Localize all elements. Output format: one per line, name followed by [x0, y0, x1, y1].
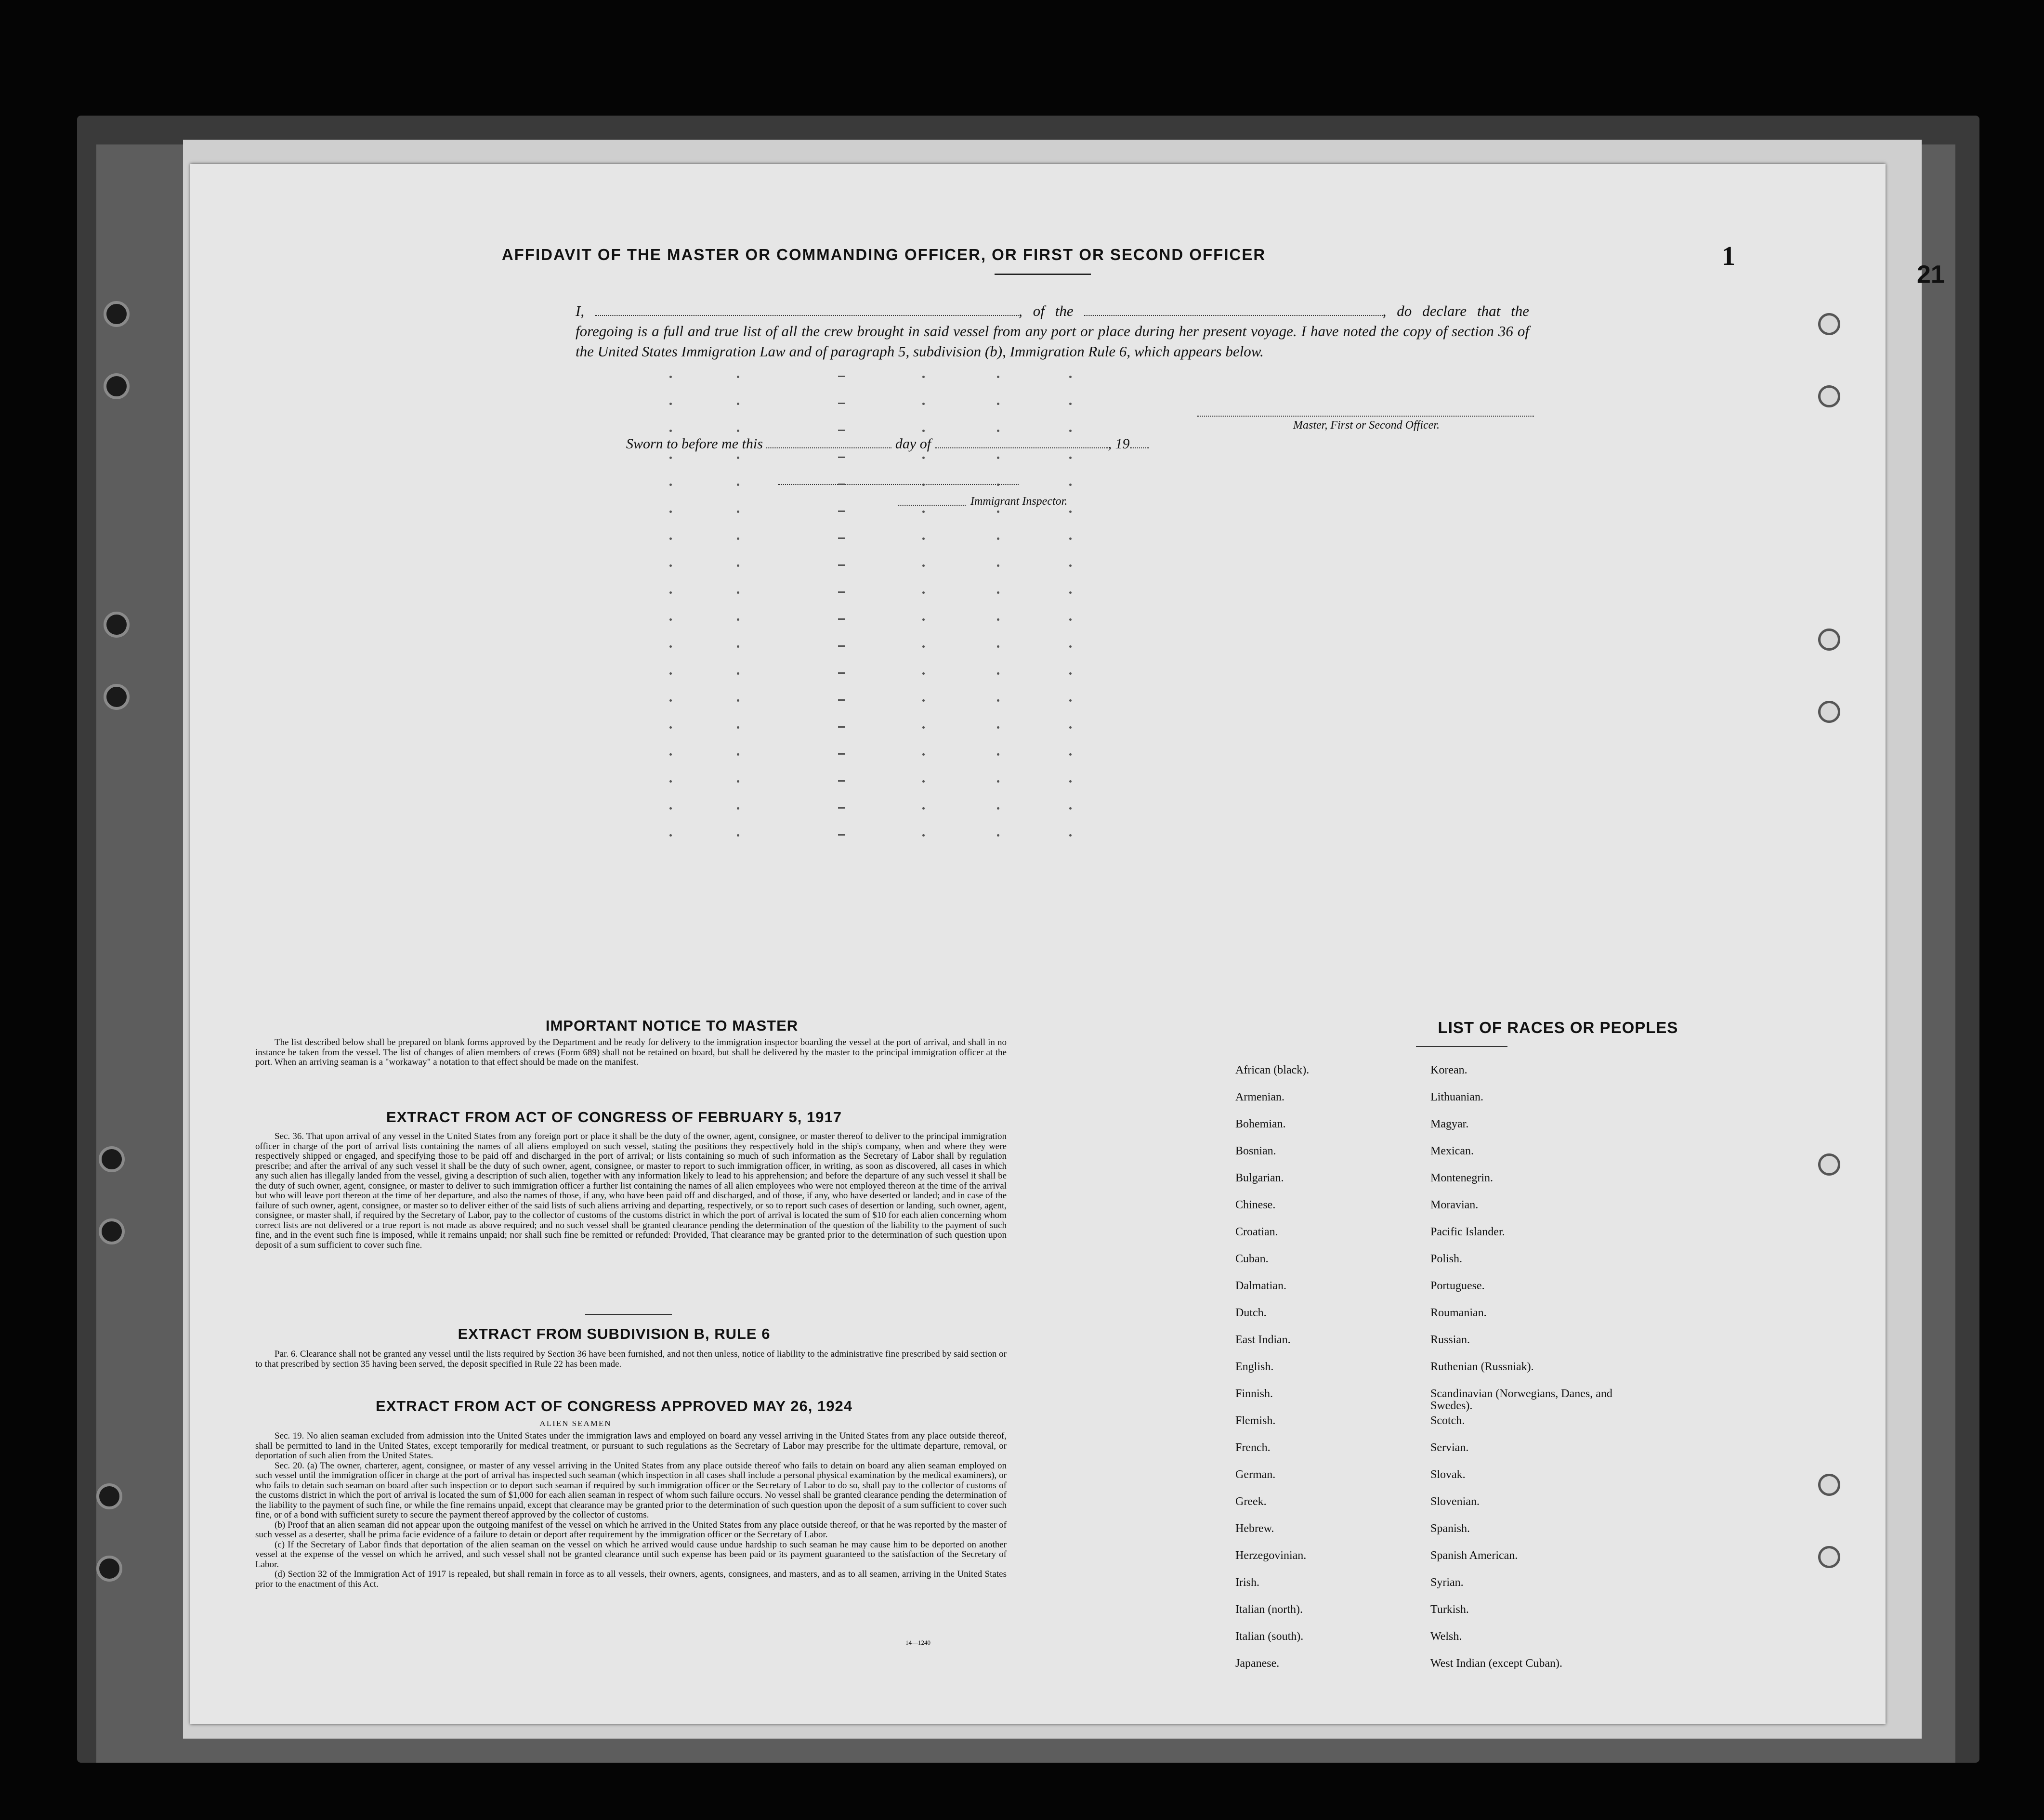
column-guide-mark — [1069, 699, 1072, 702]
column-guide-mark — [737, 537, 739, 540]
race-item: Mexican. — [1430, 1145, 1474, 1157]
race-item: Russian. — [1430, 1334, 1470, 1346]
race-item: Turkish. — [1430, 1603, 1469, 1616]
column-guide-mark — [838, 591, 845, 593]
column-guide-mark — [838, 564, 845, 566]
column-guide-mark — [997, 780, 999, 783]
column-guide-mark — [838, 457, 845, 458]
race-item: Ruthenian (Russniak). — [1430, 1361, 1534, 1373]
race-item: Hebrew. — [1235, 1522, 1274, 1535]
binder-ring — [1818, 1474, 1840, 1496]
inspector-short-line — [898, 505, 966, 506]
master-signature-line — [1197, 416, 1534, 417]
column-guide-mark — [922, 564, 925, 567]
column-guide-mark — [997, 807, 999, 810]
race-item: Scandinavian (Norwegians, Danes, and Swedes). — [1430, 1388, 1612, 1412]
column-guide-mark — [1069, 564, 1072, 567]
binder-ring — [1818, 701, 1840, 723]
column-guide-mark — [997, 376, 999, 378]
notice-title: IMPORTANT NOTICE TO MASTER — [545, 1017, 799, 1034]
race-item: Welsh. — [1430, 1630, 1462, 1643]
column-guide-mark — [997, 537, 999, 540]
column-guide-mark — [669, 726, 672, 729]
column-guide-mark — [922, 430, 925, 432]
column-guide-mark — [997, 484, 999, 486]
binder-hole — [104, 373, 130, 399]
race-item: Slovak. — [1430, 1468, 1466, 1481]
column-guide-mark — [838, 726, 845, 728]
column-guide-mark — [838, 672, 845, 674]
race-item: Pacific Islander. — [1430, 1226, 1505, 1238]
race-item: Scotch. — [1430, 1414, 1465, 1427]
column-guide-mark — [1069, 807, 1072, 810]
column-guide-mark — [922, 537, 925, 540]
race-item: Slovenian. — [1430, 1495, 1480, 1508]
of-the-label: , of the — [1019, 302, 1074, 319]
column-guide-mark — [1069, 591, 1072, 594]
column-guide-mark — [922, 511, 925, 513]
column-guide-mark — [669, 591, 672, 594]
race-item: Chinese. — [1235, 1199, 1276, 1211]
race-item: Flemish. — [1235, 1414, 1276, 1427]
binder-hole — [96, 1483, 122, 1509]
day-of-label: day of — [895, 436, 931, 452]
inspector-signature-line — [778, 484, 1019, 485]
extract-1924-body — [255, 1431, 1007, 1589]
column-guide-mark — [997, 618, 999, 621]
column-guide-mark — [922, 834, 925, 837]
column-guide-mark — [1069, 753, 1072, 756]
column-guide-mark — [997, 430, 999, 432]
column-guide-mark — [737, 726, 739, 729]
column-guide-mark — [669, 511, 672, 513]
column-guide-mark — [737, 591, 739, 594]
extract-rule6-body — [255, 1349, 1007, 1369]
column-guide-mark — [737, 376, 739, 378]
race-item: Croatian. — [1235, 1226, 1278, 1238]
column-guide-mark — [1069, 430, 1072, 432]
column-guide-mark — [922, 403, 925, 405]
notice-body — [255, 1038, 1007, 1068]
year-prefix: , 19 — [1108, 436, 1130, 452]
column-guide-mark — [997, 564, 999, 567]
column-guide-mark — [669, 618, 672, 621]
sworn-day-line — [766, 447, 891, 448]
extract-1917-body — [255, 1132, 1007, 1250]
race-item: Polish. — [1430, 1253, 1463, 1265]
column-guide-mark — [922, 591, 925, 594]
binder-hole — [99, 1146, 125, 1172]
column-guide-mark — [922, 807, 925, 810]
column-guide-mark — [922, 699, 925, 702]
column-guide-mark — [1069, 511, 1072, 513]
race-item: Lithuanian. — [1430, 1091, 1483, 1103]
tab-number: 21 — [1917, 261, 1945, 288]
column-guide-mark — [669, 484, 672, 486]
column-guide-mark — [838, 511, 845, 512]
column-guide-mark — [1069, 403, 1072, 405]
sworn-line — [626, 436, 1149, 452]
column-guide-mark — [1069, 537, 1072, 540]
column-guide-mark — [737, 403, 739, 405]
binder-ring — [1818, 313, 1840, 335]
affidavit-body: that the foregoing is a full and true list of all the crew brought in said vessel from any port or place during her present voyage. I have noted the copy of section 36 of the United States Immigration Law and of paragraph 5, subdivision (b), Immigration Rule 6, which appears below. — [576, 302, 1529, 360]
column-guide-mark — [838, 807, 845, 809]
column-guide-mark — [669, 780, 672, 783]
column-guide-mark — [997, 834, 999, 837]
affidavit-declaration — [576, 301, 1529, 362]
race-item: Finnish. — [1235, 1388, 1273, 1400]
column-guide-mark — [997, 645, 999, 648]
column-guide-mark — [1069, 376, 1072, 378]
race-item: West Indian (except Cuban). — [1430, 1657, 1562, 1670]
race-item: Magyar. — [1430, 1118, 1469, 1130]
race-item: Roumanian. — [1430, 1307, 1487, 1319]
column-guide-mark — [922, 457, 925, 459]
binder-ring — [1818, 385, 1840, 407]
binder-ring — [1818, 1153, 1840, 1176]
binder-ring — [1818, 1546, 1840, 1568]
sec-19-paragraph: Sec. 19. No alien seaman excluded from admission into the United States under the immigration laws and employed on board any vessel arriving in the United States from any place outside thereof, shall be permitted to land in the United States, except temporarily for medical treatment, or pursuant to such regulations as the Secretary of Labor may prescribe for the ultimate departure, removal, or deportation of such alien from the United States. — [255, 1431, 1007, 1461]
race-item: English. — [1235, 1361, 1274, 1373]
column-guide-mark — [669, 834, 672, 837]
race-item: Bohemian. — [1235, 1118, 1286, 1130]
column-guide-mark — [737, 834, 739, 837]
race-item: Armenian. — [1235, 1091, 1284, 1103]
column-guide-mark — [669, 403, 672, 405]
column-guide-mark — [997, 591, 999, 594]
column-guide-mark — [669, 645, 672, 648]
binder-hole — [104, 301, 130, 327]
race-item: Spanish. — [1430, 1522, 1470, 1535]
sec-20b-paragraph: (b) Proof that an alien seaman did not appear upon the outgoing manifest of the vessel on which he arrived in the United States from any place outside thereof, or that he was reported by the master of such vessel as a deserter, shall be prima facie evidence of a failure to detain or deport after requirement by the immigration officer or the Secretary of Labor. — [255, 1519, 1007, 1540]
column-guide-mark — [922, 726, 925, 729]
race-item: Greek. — [1235, 1495, 1267, 1508]
sworn-prefix: Sworn to before me this — [626, 436, 763, 452]
extract-1917-title: EXTRACT FROM ACT OF CONGRESS OF FEBRUARY 5, 1917 — [386, 1109, 842, 1126]
binder-hole — [96, 1556, 122, 1582]
sworn-month-line — [935, 447, 1108, 448]
column-guide-mark — [838, 484, 845, 485]
extract-rule6-title: EXTRACT FROM SUBDIVISION B, RULE 6 — [458, 1325, 771, 1342]
column-guide-mark — [737, 457, 739, 459]
column-guide-mark — [737, 699, 739, 702]
column-guide-mark — [737, 672, 739, 675]
column-guide-mark — [669, 564, 672, 567]
alien-seamen-subtitle: ALIEN SEAMEN — [539, 1419, 612, 1428]
column-guide-mark — [838, 834, 845, 836]
i-label: I, — [576, 302, 585, 319]
affidavit-page — [190, 164, 1886, 1724]
column-guide-mark — [737, 780, 739, 783]
column-guide-mark — [922, 376, 925, 378]
column-guide-mark — [737, 430, 739, 432]
column-guide-mark — [737, 645, 739, 648]
column-guide-mark — [997, 457, 999, 459]
column-guide-mark — [1069, 484, 1072, 486]
master-name-line — [595, 315, 1019, 316]
race-item: Irish. — [1235, 1576, 1259, 1589]
race-item: Dalmatian. — [1235, 1280, 1286, 1292]
affidavit-title: AFFIDAVIT OF THE MASTER OR COMMANDING OFFICER, OR FIRST OR SECOND OFFICER — [501, 246, 1266, 263]
column-guide-mark — [997, 726, 999, 729]
section-36-paragraph: Sec. 36. That upon arrival of any vessel in the United States from any foreign port or place it shall be the duty of the owner, agent, consignee, or master thereof to deliver to the principal immigration officer in charge of the port of arrival lists containing the names of all aliens employed on such vessel, stating the positions they respectively hold in the ship's company, when and where they were respectively shipped or engaged, and specifying those to be paid off and discharged in the port of arrival; or lists containing so much of such information as the Secretary of Labor shall by regulation prescribe; and after the arrival of any such vessel it shall be the duty of such owner, agent, consignee, or master to report to such immigration officer, in writing, as soon as discovered, all cases in which any such alien has illegally landed from the vessel, giving a description of such alien, together with any information likely to lead to his apprehension; and before the departure of any such vessel it shall be the duty of such owner, agent, consignee, or master to deliver to such immigration officer a further list containing the names of all alien employees who were not employed thereon at the time of the arrival but who will leave port thereon at the time of her departure, and also the names of those, if any, who have been paid off and discharged, and of those, if any, who have deserted or landed; and in case of the failure of such owner, agent, consignee, or master so to deliver either of the said lists of such aliens arriving and departing, respectively, or so to report such cases of desertion or landing, such owner, agent, consignee, or master shall, if required by the Secretary of Labor, pay to the collector of customs of the customs district in which the port of arrival is located the sum of $10 for each alien concerning whom correct lists are not delivered or a true report is not made as above required; and no such vessel shall be granted clearance pending the determination of the question of the liability to the payment of such fine, and in the event such fine is imposed, while it remains unpaid; nor shall such fine be remitted or refunded: Provided, That clearance may be granted prior to the determination of such question upon deposit of a sum sufficient to cover such fine. — [255, 1131, 1007, 1250]
column-guide-mark — [997, 699, 999, 702]
column-guide-mark — [669, 457, 672, 459]
column-guide-mark — [838, 645, 845, 647]
race-item: Japanese. — [1235, 1657, 1280, 1670]
race-item: Cuban. — [1235, 1253, 1269, 1265]
race-item: Syrian. — [1430, 1576, 1464, 1589]
column-guide-mark — [838, 780, 845, 782]
column-guide-mark — [1069, 780, 1072, 783]
column-guide-mark — [669, 699, 672, 702]
column-guide-mark — [838, 618, 845, 620]
page-number: 1 — [1722, 241, 1735, 271]
column-guide-mark — [669, 537, 672, 540]
column-guide-mark — [922, 672, 925, 675]
vessel-name-line — [1084, 315, 1383, 316]
column-guide-mark — [1069, 618, 1072, 621]
column-guide-mark — [669, 672, 672, 675]
column-guide-mark — [737, 564, 739, 567]
column-guide-mark — [922, 780, 925, 783]
column-guide-mark — [922, 645, 925, 648]
race-item: Montenegrin. — [1430, 1172, 1493, 1184]
race-item: African (black). — [1235, 1064, 1310, 1076]
column-guide-mark — [838, 699, 845, 701]
column-guide-mark — [922, 753, 925, 756]
rule6-paragraph: Par. 6. Clearance shall not be granted any vessel until the lists required by Section 36 have been furnished, and not then unless, notice of liability to the administrative fine prescribed by said section or to that prescribed by section 35 having been served, the deposit specified in Rule 22 has been made. — [255, 1349, 1007, 1369]
column-guide-mark — [669, 376, 672, 378]
race-item: Bulgarian. — [1235, 1172, 1284, 1184]
column-guide-mark — [838, 430, 845, 431]
race-item: Bosnian. — [1235, 1145, 1276, 1157]
races-title-underline — [1416, 1046, 1507, 1047]
binder-hole — [99, 1218, 125, 1244]
race-item: German. — [1235, 1468, 1276, 1481]
race-item: East Indian. — [1235, 1334, 1291, 1346]
column-guide-mark — [737, 753, 739, 756]
race-item: Italian (north). — [1235, 1603, 1303, 1616]
binder-ring — [1818, 628, 1840, 651]
column-guide-mark — [669, 753, 672, 756]
column-guide-mark — [1069, 834, 1072, 837]
form-number: 14—1240 — [905, 1639, 930, 1646]
column-guide-mark — [922, 484, 925, 486]
signature-caption: Master, First or Second Officer. — [1293, 419, 1440, 432]
column-guide-mark — [737, 618, 739, 621]
separator — [585, 1314, 672, 1315]
column-guide-mark — [997, 672, 999, 675]
extract-1924-title: EXTRACT FROM ACT OF CONGRESS APPROVED MAY 26, 1924 — [376, 1398, 852, 1414]
column-guide-mark — [838, 537, 845, 539]
sec-20d-paragraph: (d) Section 32 of the Immigration Act of 1917 is repealed, but shall remain in force as to all vessels, their owners, agents, consignees, and masters, and as to all seamen, arriving in the United States prior to the enactment of this Act. — [255, 1569, 1007, 1589]
race-item: Dutch. — [1235, 1307, 1267, 1319]
race-item: Korean. — [1430, 1064, 1467, 1076]
title-underline — [995, 274, 1091, 275]
column-guide-mark — [1069, 645, 1072, 648]
column-guide-mark — [838, 403, 845, 404]
sworn-year-line — [1130, 447, 1149, 448]
binder-hole — [104, 612, 130, 638]
do-declare-label: , do declare — [1382, 302, 1467, 319]
column-guide-mark — [1069, 726, 1072, 729]
race-item: Servian. — [1430, 1441, 1469, 1454]
column-guide-mark — [737, 807, 739, 810]
race-item: Herzegovinian. — [1235, 1549, 1307, 1562]
column-guide-mark — [922, 618, 925, 621]
column-guide-mark — [737, 484, 739, 486]
column-guide-mark — [838, 376, 845, 377]
column-guide-mark — [997, 403, 999, 405]
inspector-caption: Immigrant Inspector. — [970, 495, 1068, 508]
race-item: Moravian. — [1430, 1199, 1479, 1211]
binder-hole — [104, 684, 130, 710]
column-guide-mark — [1069, 672, 1072, 675]
sec-20c-paragraph: (c) If the Secretary of Labor finds that deportation of the alien seaman on the vessel on which he arrived would cause undue hardship to such seaman he may cause him to be deported on another vessel at the expense of the vessel on which he arrived, and such vessel shall not be granted clearance until such expense has been paid or its payment guaranteed to the satisfaction of the Secretary of Labor. — [255, 1539, 1007, 1570]
column-guide-mark — [997, 753, 999, 756]
column-guide-mark — [737, 511, 739, 513]
race-item: Italian (south). — [1235, 1630, 1304, 1643]
column-guide-mark — [1069, 457, 1072, 459]
sec-20a-paragraph: Sec. 20. (a) The owner, charterer, agent, consignee, or master of any vessel arriving in the United States from any place outside thereof who fails to detain on board any alien seaman employed on such vessel until the immigration officer in charge at the port of arrival has inspected such seaman (which inspection in all cases shall include a personal physical examination by the medical examiners), or who fails to detain such seaman on board after such inspection or to deport such seaman if required by such immigration officer or the Secretary of Labor to do so, shall pay to the collector of customs of the customs district in which the port of arrival is located the sum of $1,000 for each alien seaman in respect of whom such failure occurs. No vessel shall be granted clearance pending the determination of the liability to the payment of such fine, or while the fine remains unpaid, except that clearance may be granted prior to the determination of such question upon the deposit of a sum sufficient to cover such fine, or of a bond with sufficient surety to secure the payment thereof approved by the collector of customs. — [255, 1460, 1007, 1520]
notice-paragraph: The list described below shall be prepared on blank forms approved by the Department and be ready for delivery to the immigration inspector boarding the vessel at the port of arrival, and shall in no instance be taken from the vessel. The list of changes of alien members of crews (Form 689) shall not be retained on board, but shall be delivered by the master to the principal immigration officer at the port. When an arriving seaman is a "workaway" a notation to that effect should be made on the manifest. — [255, 1037, 1007, 1067]
column-guide-mark — [669, 430, 672, 432]
race-item: Portuguese. — [1430, 1280, 1485, 1292]
column-guide-mark — [997, 511, 999, 513]
column-guide-mark — [838, 753, 845, 755]
races-title: LIST OF RACES OR PEOPLES — [1438, 1019, 1678, 1036]
race-item: Spanish American. — [1430, 1549, 1518, 1562]
column-guide-mark — [669, 807, 672, 810]
race-item: French. — [1235, 1441, 1271, 1454]
